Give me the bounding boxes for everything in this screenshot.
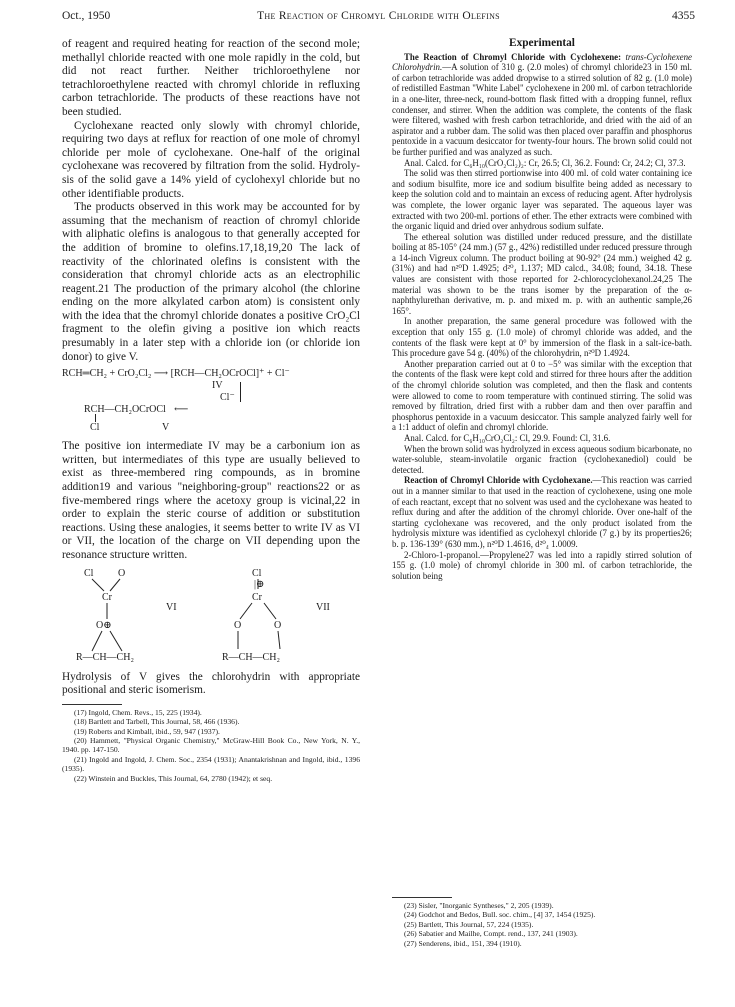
paragraph: Anal. Calcd. for C₆H₁₀(CrO₂Cl₂)₂: Cr, 26.5; Cl, 36.2. Found: Cr, 24.2; Cl, 37.3. [404, 157, 686, 168]
left-column [62, 38, 360, 783]
paragraph: In another preparation, the same general procedure was followed with the exception that only 155 g. (1.0 mole) of chromyl chloride was added, and the contents of the flask were kept at 0° by immersion of the flask in a salt-ice-bath. This procedure gave 54 g. (40%) of the chlorohydrin, n²⁰D 1.4924. [392, 316, 692, 359]
label-iv: IV [212, 380, 223, 392]
header-date: Oct., 1950 [62, 10, 111, 22]
ring-structures [62, 567, 360, 667]
atom-label: R—CH—CH₂ [76, 651, 134, 663]
paragraph: Hydrolysis of V gives the chlorohydrin with appropriate positional and steric isomerism. [62, 670, 360, 697]
reaction-equation [62, 368, 360, 436]
paragraph: of reagent and required heating for reaction of the second mole; methallyl chloride reacted with one mole rapidly in the cold, but did not react further. Neither trichloroethylene nor tetrachloroethylene reacted with chromyl chloride in refluxing carbon tetrachloride. The products of these reactions have not been studied. [62, 38, 360, 118]
atom-label: Cl [252, 567, 262, 579]
atom-label: Cl [84, 567, 94, 579]
atom-label: O [234, 619, 242, 631]
atom-label: R—CH—CH₂ [222, 651, 280, 663]
equation-structure-bottom [62, 424, 360, 436]
footnote: (27) Senderens, ibid., 151, 394 (1910). [404, 938, 522, 948]
paragraph-text: —A solution of 310 g. (2.0 moles) of chromyl chloride23 in 150 ml. of carbon tetrachloride was added dropwise to a stirred solution of 82 g. (1.0 mole) of redistilled Eastman "White Label" cyclohexene in 200 ml. of carbon tetrachloride in a one-liter, three-neck, round-bottom flask fitted with a dropping funnel, reflux condenser, and stirrer. When the addition was complete, the contents of the flask were filtered, washed with fresh carbon tetrachloride, and dried with the aid of an aspirator and a rubber dam. The solid was then placed over paraffin and phosphorus pentoxide in a vacuum desiccator for twenty-four hours. The brown solid could not be further purified and was analyzed as such. [392, 62, 692, 157]
footnote: (21) Ingold and Ingold, J. Chem. Soc., 2354 (1931); Anantakrishnan and Ingold, ibid., 1396 (1935). [62, 754, 360, 774]
footnote: (18) Bartlett and Tarbell, This Journal, 58, 466 (1936). [74, 717, 240, 727]
arrow-left: ⟵ [174, 404, 189, 416]
right-footnotes [392, 897, 692, 948]
paragraph: When the brown solid was hydrolyzed in excess aqueous sodium bicarbonate, no water-soluble, steam-involatile organic fraction (cyclohexanediol) could be detected. [392, 443, 692, 475]
atom-label: |⊕ [254, 578, 265, 590]
footnote: (24) Godchot and Bedos, Bull. soc. chim., [4] 37, 1454 (1925). [404, 910, 596, 920]
subheading-italic: trans-Cyclohexene Chlorohydrin. [392, 51, 692, 73]
page-number: 4355 [672, 10, 695, 22]
paragraph: 2-Chloro-1-propanol.—Propylene27 was led into a rapidly stirred solution of 155 g. (1.0 mole) of chromyl chloride in 300 ml. of carbon tetrachloride, the solution being [392, 549, 692, 581]
right-column [392, 38, 692, 581]
bond-line [95, 414, 96, 422]
equation-structure [62, 380, 360, 424]
atom-label: O [274, 619, 282, 631]
paragraph: The solid was then stirred portionwise into 400 ml. of cold water containing ice and sodium bisulfite, more ice and sodium bisulfite being added as necessary to keep the solution cold and to maintain an excess of reducing agent. After hydrolysis was complete, the lower organic layer was separated. The aqueous layer was extracted with two 200-ml. portions of ether. The ether extracts were combined with the organic liquid and dried over anhydrous sodium sulfate. [392, 168, 692, 232]
header-title: The Reaction of Chromyl Chloride with Olefins [257, 10, 500, 22]
cl-label: Cl [90, 422, 100, 434]
footnote: (19) Roberts and Kimball, ibid., 59, 947 (1937). [74, 726, 220, 736]
label-v: V [162, 422, 170, 434]
footnote-rule [392, 897, 452, 898]
subheading: Reaction of Chromyl Chloride with Cyclohexane. [404, 475, 593, 486]
structure-label: VI [166, 601, 177, 613]
footnote: (26) Sabatier and Mailhe, Compt. rend., 137, 241 (1903). [404, 929, 578, 939]
paragraph-text: —This reaction was carried out in a manner similar to that used in the reaction of cyclohexene, using one mole of each reactant, except that no solvent was used and the cyclohexane was heated to reflux during and after the addition of the chromyl chloride. Over one-half of the starting cyclohexane was recovered, and the only product isolated from the hydrolysis mixture was identified as cyclohexyl chloride (7 g.) by its properties26; b. p. 136-139° (630 mm.), n²⁰D 1.4616, d²⁰₄ 1.0009. [392, 475, 692, 549]
chloride-label: Cl⁻ [220, 392, 235, 404]
footnote: (23) Sisler, "Inorganic Syntheses," 2, 205 (1939). [404, 901, 554, 910]
atom-label: Cr [102, 591, 112, 603]
arrow-line [240, 382, 241, 402]
footnote: (20) Hammett, "Physical Organic Chemistry," McGraw-Hill Book Co., New York, N. Y., 1940. pp. 147-150. [62, 736, 360, 755]
paragraph: The products observed in this work may be accounted for by assuming that the mechanism of reaction of chromyl chloride with aliphatic olefins is analogous to that generally accepted for the addition of bromine to olefins.17,18,19,20 The lack of reactivity of the chlorinated olefins is consistent with the consideration that chromyl chloride acts as an electrophilic reagent.21 The production of the primary alcohol (the chlorine ending on the more alkylated carbon atom) is consistent only with the idea that the chromyl chloride donates a positive CrO₂Cl fragment to the olefin giving a positive ion which reacts presumably in a later step with a chloride ion (or chloride ion donor) to give V. [62, 201, 360, 363]
running-header [62, 10, 695, 26]
atom-label: Cr [252, 591, 262, 603]
footnote: (17) Ingold, Chem. Revs., 15, 225 (1934). [74, 707, 202, 717]
atom-label: O⊕ [96, 619, 112, 631]
section-heading: Experimental [509, 37, 575, 49]
paragraph: The positive ion intermediate IV may be a carbonium ion as written, but intermediates of this type are usually believed to exist as three-membered ring compounds, as in bromine addition19 and various "neighboring-group" reactions22 or as five-membered rings where the acetoxy group is vicinal,22 in order to explain the steric course of addition or substitution reactions. Using these analogies, it seems better to write IV as VI or VII, the location of the charge on VII depending upon the resonance structure written. [62, 440, 360, 561]
paragraph [392, 475, 692, 549]
paragraph: Cyclohexane reacted only slowly with chromyl chloride, requiring two days at reflux for reaction of one mole of chromyl chloride per mole of cyclohexane. One-half of the original cyclohexane was recovered by filtration from the solid. Hydrolysis of the solid gave a 14% yield of cyclohexyl chloride but no other identifiable products. [62, 119, 360, 200]
paragraph: The ethereal solution was distilled under reduced pressure, and the distillate boiling at 85-105° (24 mm.) (57 g., 42%) redistilled under reduced pressure through a 14-inch Vigreux column. The product boiling at 90-92° (24 mm.) weighed 42 g. (31%) and had n²⁰D 1.4925; d²⁰₄ 1.137; MD calcd., 34.08; found, 34.18. These values are consistent with those reported for 2-chlorocyclohexanol.24,25 The material was shown to be the trans isomer by the preparation of the α-naphthylurethan derivative, m. p. and mixed m. p. with an authentic sample,26 165°. [392, 231, 692, 316]
footnote: (22) Winstein and Buckles, This Journal, 64, 2780 (1942); et seq. [74, 773, 273, 783]
paragraph [392, 52, 692, 158]
structure-label: VII [316, 601, 330, 613]
equation-line: RCH═CH₂ + CrO₂Cl₂ ⟶ [RCH—CH₂OCrOCl]⁺ + Cl⁻ [62, 368, 290, 380]
footnote-rule [62, 704, 122, 705]
equation-line2: RCH—CH₂OCrOCl [84, 404, 166, 416]
footnote: (25) Bartlett, This Journal, 57, 224 (1935). [404, 919, 534, 929]
paragraph: Anal. Calcd. for C₆H₁₀CrO₂Cl₂: Cl, 29.9. Found: Cl, 31.6. [404, 432, 611, 443]
footnotes [62, 708, 360, 783]
bond-lines [62, 567, 362, 667]
atom-label: O [118, 567, 126, 579]
paragraph: Another preparation carried out at 0 to −5° was similar with the exception that the contents of the flask were kept cold and stirred for three hours after the addition of the chromyl chloride solution was completed, and then the flask and contents were allowed to come to room temperature with continued stirring. The solid was removed by filtration, dried first with a rubber dam and then over paraffin and phosphorus pentoxide in a vacuum desiccator. This sample analyzed fairly well for a 1:1 adduct of olefin and chromyl chloride. [392, 358, 692, 433]
subheading: The Reaction of Chromyl Chloride with Cyclohexene: [404, 51, 622, 62]
